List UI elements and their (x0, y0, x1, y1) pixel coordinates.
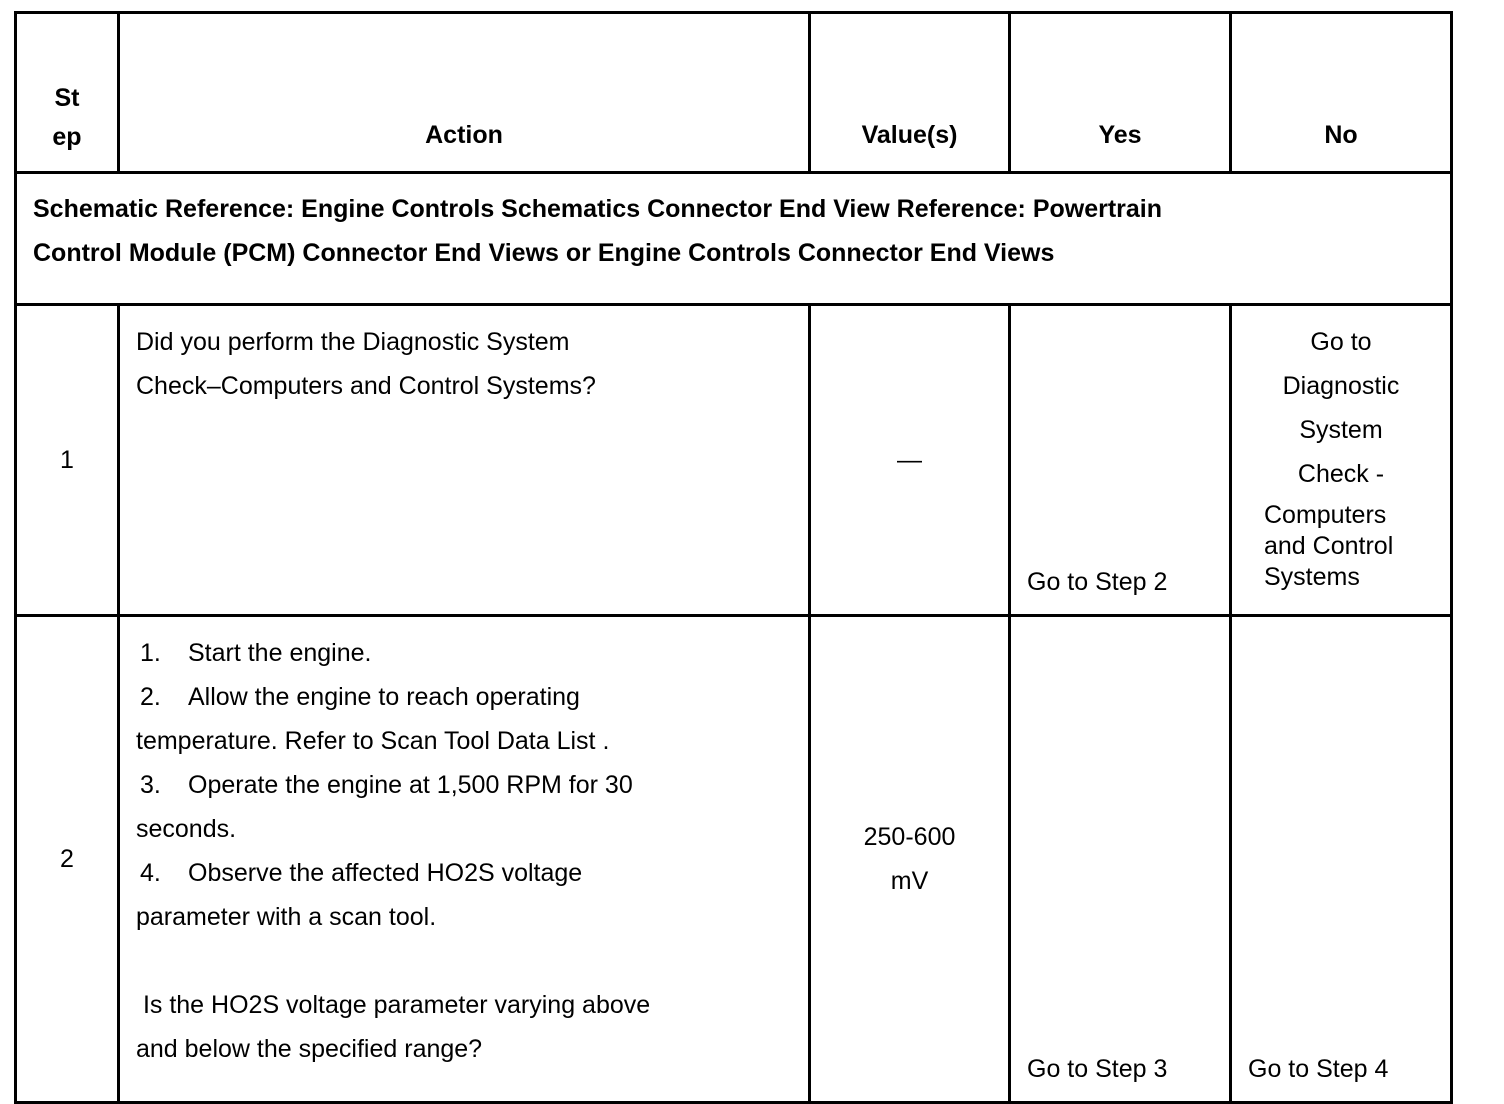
header-step: St ep (16, 13, 119, 173)
list-item: 4. Observe the affected HO2S voltage (140, 859, 583, 887)
table-row (16, 616, 1452, 1103)
yes-cell: Go to Step 3 (1010, 616, 1231, 1103)
action-cell: 1. Start the engine. 2. Allow the engine to reach operating temperature. Refer to Scan Tool Data List . 3. Operate the engine at 1,500 RPM for 30 seconds. 4. Observe the affected HO2S voltage parameter with a scan tool. Is the HO2S voltage parameter varying above and below the specified range? (119, 616, 810, 1103)
yes-cell: Go to Step 2 (1010, 305, 1231, 616)
header-row (16, 13, 1452, 173)
schematic-reference: Schematic Reference: Engine Controls Schematics Connector End View Reference: Powertrain Control Module (PCM) Connector End Views or Engine Controls Connector End Views (16, 173, 1452, 305)
header-no: No (1231, 13, 1452, 173)
table-row (16, 305, 1452, 616)
header-action: Action (119, 13, 810, 173)
header-yes: Yes (1010, 13, 1231, 173)
list-item: 2. Allow the engine to reach operating (140, 683, 580, 711)
list-item: 3. Operate the engine at 1,500 RPM for 30 (140, 771, 633, 799)
diagnostic-table (14, 11, 1453, 1104)
no-cell: Go to Diagnostic System Check - Computers and Control Systems (1231, 305, 1452, 616)
reference-row (16, 173, 1452, 305)
step-number: 1 (16, 305, 119, 616)
no-cell: Go to Step 4 (1231, 616, 1452, 1103)
list-item: 1. Start the engine. (140, 639, 372, 667)
action-cell: Did you perform the Diagnostic System Check–Computers and Control Systems? (119, 305, 810, 616)
value-cell: 250-600 mV (810, 616, 1010, 1103)
header-values: Value(s) (810, 13, 1010, 173)
value-cell: — (810, 305, 1010, 616)
step-number: 2 (16, 616, 119, 1103)
question: Is the HO2S voltage parameter varying above (136, 991, 651, 1019)
